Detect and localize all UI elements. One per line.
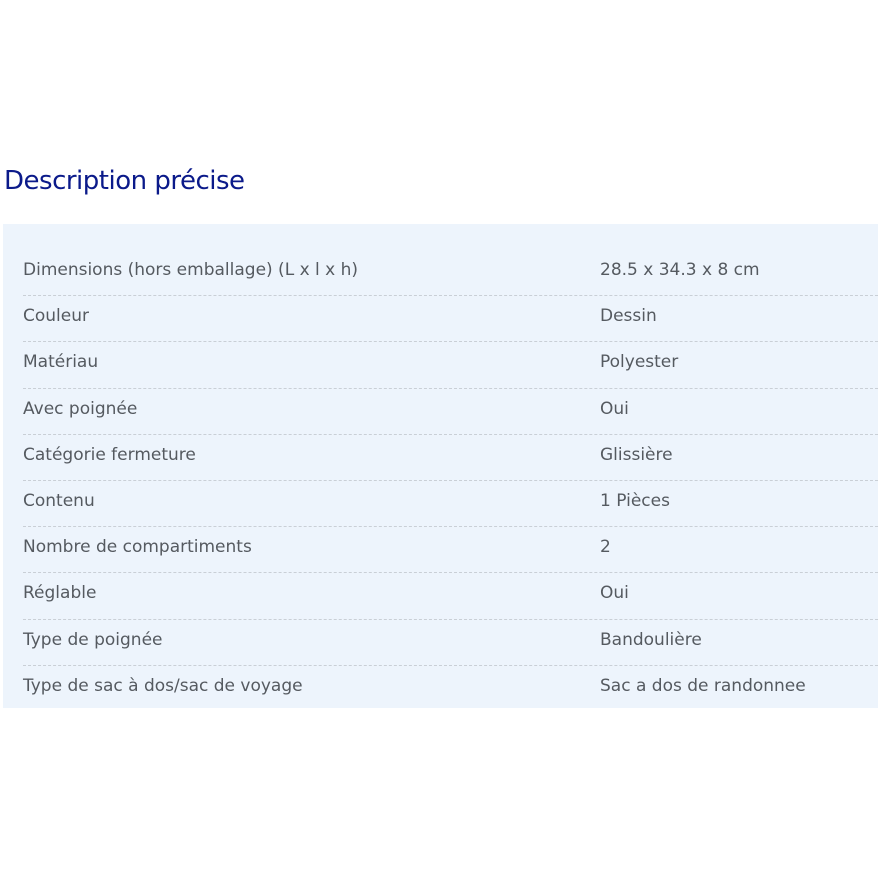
spec-value: 1 Pièces [600, 490, 670, 511]
spec-row [23, 666, 878, 712]
spec-row [23, 250, 878, 296]
spec-label: Type de poignée [23, 629, 163, 650]
spec-label: Réglable [23, 583, 97, 604]
spec-label: Avec poignée [23, 398, 138, 419]
spec-value: Oui [600, 583, 629, 604]
spec-label: Type de sac à dos/sac de voyage [23, 675, 303, 696]
spec-label: Matériau [23, 352, 99, 373]
spec-row [23, 296, 878, 342]
spec-row [23, 435, 878, 481]
spec-row [23, 573, 878, 619]
spec-row [23, 389, 878, 435]
spec-value: 28.5 x 34.3 x 8 cm [600, 260, 760, 280]
spec-row [23, 620, 878, 666]
spec-label: Dimensions (hors emballage) (L x l x h) [23, 260, 359, 280]
spec-row [23, 342, 878, 388]
spec-value: Dessin [600, 306, 657, 327]
spec-label: Catégorie fermeture [23, 444, 196, 465]
spec-row [23, 527, 878, 573]
spec-row [23, 481, 878, 527]
spec-value: Glissière [600, 444, 673, 465]
spec-value: Bandoulière [600, 629, 702, 650]
spec-label: Contenu [23, 490, 95, 511]
spec-value: Polyester [600, 352, 679, 373]
spec-table [3, 224, 878, 708]
spec-value: Sac a dos de randonnee [600, 675, 806, 696]
section-title: Description précise [4, 166, 245, 196]
spec-label: Couleur [23, 306, 89, 327]
spec-label: Nombre de compartiments [23, 537, 252, 558]
spec-value: 2 [600, 537, 611, 558]
spec-value: Oui [600, 398, 629, 419]
